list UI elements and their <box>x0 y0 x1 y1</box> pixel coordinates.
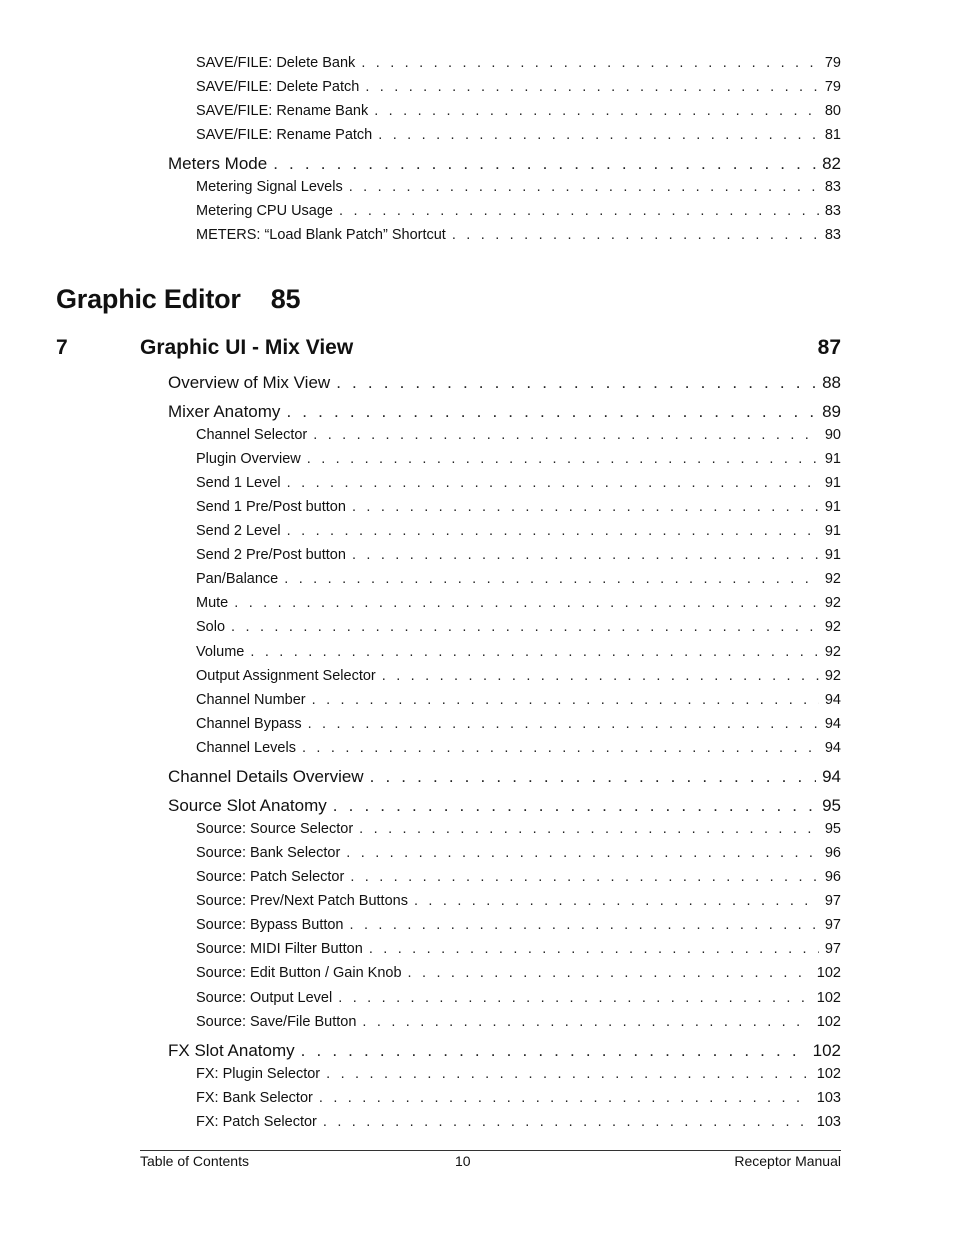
toc-entry[interactable] <box>196 127 841 143</box>
toc-entry-label: Solo <box>196 619 226 635</box>
dot-leader <box>369 941 819 957</box>
toc-entry[interactable] <box>196 893 841 909</box>
toc-entry-page-number: 83 <box>824 203 841 219</box>
toc-entry-label: Channel Number <box>196 692 306 708</box>
toc-entry[interactable] <box>196 179 841 195</box>
dot-leader <box>370 767 816 787</box>
dot-leader <box>362 1014 810 1030</box>
toc-entry-page-number: 79 <box>824 55 841 71</box>
toc-entry-label: Mute <box>196 595 229 611</box>
toc-entry[interactable] <box>168 402 841 422</box>
toc-entry-label: Channel Details Overview <box>168 767 364 786</box>
toc-entry-page-number: 95 <box>822 796 841 815</box>
dot-leader <box>273 154 816 174</box>
toc-entry[interactable] <box>196 227 841 243</box>
dot-leader <box>323 1114 811 1130</box>
toc-entry[interactable] <box>196 475 841 491</box>
toc-entry-page-number: 103 <box>816 1114 841 1130</box>
toc-entry-label: Overview of Mix View <box>168 373 331 392</box>
toc-entry[interactable] <box>196 1066 841 1082</box>
dot-leader <box>308 716 819 732</box>
toc-entry-page-number: 82 <box>822 154 841 173</box>
toc-entry[interactable] <box>196 716 841 732</box>
toc-entry-page-number: 91 <box>824 451 841 467</box>
dot-leader <box>365 79 819 95</box>
toc-entry[interactable] <box>196 451 841 467</box>
chapter-title: Graphic UI - Mix View <box>140 336 354 359</box>
toc-entry-label: Volume <box>196 644 245 660</box>
dot-leader <box>350 917 819 933</box>
toc-entry-label: Plugin Overview <box>196 451 301 467</box>
dot-leader <box>284 571 819 587</box>
toc-entry-label: SAVE/FILE: Rename Bank <box>196 103 369 119</box>
dot-leader <box>452 227 819 243</box>
toc-entry-page-number: 80 <box>824 103 841 119</box>
toc-entry-page-number: 97 <box>824 893 841 909</box>
dot-leader <box>349 179 819 195</box>
toc-entry-page-number: 91 <box>824 475 841 491</box>
toc-entry[interactable] <box>196 644 841 660</box>
dot-leader <box>287 523 819 539</box>
toc-entry-page-number: 102 <box>816 965 841 981</box>
toc-entry-label: Pan/Balance <box>196 571 279 587</box>
toc-entry-page-number: 94 <box>824 740 841 756</box>
dot-leader <box>313 427 819 443</box>
part-heading <box>56 284 300 315</box>
dot-leader <box>408 965 811 981</box>
chapter-page-number: 87 <box>817 336 841 359</box>
toc-entry-page-number: 81 <box>824 127 841 143</box>
toc-entry[interactable] <box>196 499 841 515</box>
toc-entry-page-number: 95 <box>824 821 841 837</box>
toc-entry-label: Source: MIDI Filter Button <box>196 941 363 957</box>
toc-entry-label: Channel Levels <box>196 740 296 756</box>
toc-entry-page-number: 94 <box>824 716 841 732</box>
toc-entry-page-number: 90 <box>824 427 841 443</box>
toc-entry-label: Source: Output Level <box>196 990 333 1006</box>
toc-entry-label: FX: Patch Selector <box>196 1114 317 1130</box>
toc-entry-label: Source Slot Anatomy <box>168 796 327 815</box>
toc-entry-label: Source: Source Selector <box>196 821 354 837</box>
dot-leader <box>326 1066 811 1082</box>
toc-entry-page-number: 92 <box>824 644 841 660</box>
page-footer <box>140 1150 841 1172</box>
toc-entry[interactable] <box>196 941 841 957</box>
toc-entry-page-number: 92 <box>824 595 841 611</box>
toc-entry[interactable] <box>196 869 841 885</box>
toc-entry[interactable] <box>196 547 841 563</box>
toc-entry[interactable] <box>196 427 841 443</box>
toc-entry[interactable] <box>196 692 841 708</box>
toc-entry-page-number: 94 <box>822 767 841 786</box>
toc-entry-label: METERS: “Load Blank Patch” Shortcut <box>196 227 446 243</box>
toc-entry-page-number: 102 <box>816 1066 841 1082</box>
toc-entry-label: Send 1 Pre/Post button <box>196 499 346 515</box>
part-page-number: 85 <box>270 284 301 314</box>
toc-entry-label: FX: Plugin Selector <box>196 1066 321 1082</box>
toc-entry-label: Source: Bank Selector <box>196 845 341 861</box>
toc-entry-label: Mixer Anatomy <box>168 402 281 421</box>
dot-leader <box>359 821 819 837</box>
dot-leader <box>286 402 816 422</box>
footer-manual-title: Receptor Manual <box>734 1153 841 1169</box>
dot-leader <box>361 55 819 71</box>
toc-entry-page-number: 79 <box>824 79 841 95</box>
toc-entry-label: SAVE/FILE: Delete Bank <box>196 55 356 71</box>
dot-leader <box>382 668 819 684</box>
toc-entry-page-number: 102 <box>812 1041 841 1060</box>
toc-entry-page-number: 91 <box>824 547 841 563</box>
toc-entry-page-number: 92 <box>824 668 841 684</box>
dot-leader <box>301 1041 807 1061</box>
toc-entry[interactable] <box>196 103 841 119</box>
toc-entry-label: Output Assignment Selector <box>196 668 376 684</box>
toc-entry-page-number: 96 <box>824 845 841 861</box>
toc-entry[interactable] <box>196 55 841 71</box>
dot-leader <box>307 451 819 467</box>
dot-leader <box>350 869 819 885</box>
toc-entry[interactable] <box>168 767 841 787</box>
toc-entry-label: Source: Patch Selector <box>196 869 345 885</box>
toc-entry[interactable] <box>196 1014 841 1030</box>
toc-entry[interactable] <box>196 1114 841 1130</box>
toc-entry-label: Metering Signal Levels <box>196 179 343 195</box>
toc-entry[interactable] <box>196 523 841 539</box>
dot-leader <box>339 203 819 219</box>
dot-leader <box>352 499 819 515</box>
dot-leader <box>231 619 819 635</box>
toc-entry-label: Channel Selector <box>196 427 308 443</box>
toc-entry[interactable] <box>196 595 841 611</box>
toc-entry-label: Meters Mode <box>168 154 268 173</box>
toc-entry-label: SAVE/FILE: Rename Patch <box>196 127 373 143</box>
toc-entry[interactable] <box>168 1041 841 1061</box>
toc-entry-page-number: 83 <box>824 179 841 195</box>
dot-leader <box>234 595 819 611</box>
toc-entry-label: Source: Edit Button / Gain Knob <box>196 965 402 981</box>
toc-entry[interactable] <box>196 571 841 587</box>
toc-entry-label: SAVE/FILE: Delete Patch <box>196 79 360 95</box>
toc-entry[interactable] <box>196 845 841 861</box>
toc-entry[interactable] <box>196 821 841 837</box>
footer-page-number: 10 <box>455 1153 471 1169</box>
toc-entry-page-number: 102 <box>816 990 841 1006</box>
toc-entry-page-number: 83 <box>824 227 841 243</box>
dot-leader <box>333 796 816 816</box>
dot-leader <box>312 692 819 708</box>
dot-leader <box>319 1090 811 1106</box>
toc-entry-label: Send 2 Level <box>196 523 281 539</box>
toc-entry-page-number: 103 <box>816 1090 841 1106</box>
dot-leader <box>336 373 816 393</box>
toc-entry-label: Channel Bypass <box>196 716 302 732</box>
toc-entry[interactable] <box>196 965 841 981</box>
toc-entry[interactable] <box>196 668 841 684</box>
dot-leader <box>352 547 819 563</box>
dot-leader <box>338 990 811 1006</box>
chapter-number: 7 <box>56 336 68 359</box>
toc-entry-label: Source: Save/File Button <box>196 1014 357 1030</box>
toc-entry-label: FX Slot Anatomy <box>168 1041 295 1060</box>
toc-entry-page-number: 91 <box>824 499 841 515</box>
toc-entry[interactable] <box>196 917 841 933</box>
toc-entry-page-number: 88 <box>822 373 841 392</box>
toc-entry-page-number: 94 <box>824 692 841 708</box>
toc-entry-page-number: 92 <box>824 571 841 587</box>
toc-entry[interactable] <box>196 990 841 1006</box>
toc-entry-page-number: 96 <box>824 869 841 885</box>
toc-entry-label: Metering CPU Usage <box>196 203 333 219</box>
part-title: Graphic Editor <box>56 284 241 314</box>
toc-entry-page-number: 91 <box>824 523 841 539</box>
toc-entry-page-number: 92 <box>824 619 841 635</box>
toc-entry[interactable] <box>196 619 841 635</box>
toc-entry-label: FX: Bank Selector <box>196 1090 313 1106</box>
toc-entry-label: Send 2 Pre/Post button <box>196 547 346 563</box>
toc-entry[interactable] <box>168 373 841 393</box>
toc-entry[interactable] <box>196 203 841 219</box>
dot-leader <box>250 644 818 660</box>
toc-entry[interactable] <box>196 740 841 756</box>
dot-leader <box>287 475 819 491</box>
toc-entry-page-number: 97 <box>824 917 841 933</box>
toc-entry-page-number: 97 <box>824 941 841 957</box>
toc-entry[interactable] <box>168 154 841 174</box>
toc-entry-label: Send 1 Level <box>196 475 281 491</box>
dot-leader <box>346 845 819 861</box>
dot-leader <box>302 740 819 756</box>
dot-leader <box>414 893 819 909</box>
toc-entry-page-number: 102 <box>816 1014 841 1030</box>
toc-entry-label: Source: Prev/Next Patch Buttons <box>196 893 408 909</box>
footer-section-name: Table of Contents <box>140 1153 249 1169</box>
toc-entry[interactable] <box>196 79 841 95</box>
toc-entry[interactable] <box>168 796 841 816</box>
dot-leader <box>374 103 819 119</box>
toc-entry-label: Source: Bypass Button <box>196 917 344 933</box>
toc-entry-page-number: 89 <box>822 402 841 421</box>
dot-leader <box>378 127 819 143</box>
toc-entry[interactable] <box>196 1090 841 1106</box>
